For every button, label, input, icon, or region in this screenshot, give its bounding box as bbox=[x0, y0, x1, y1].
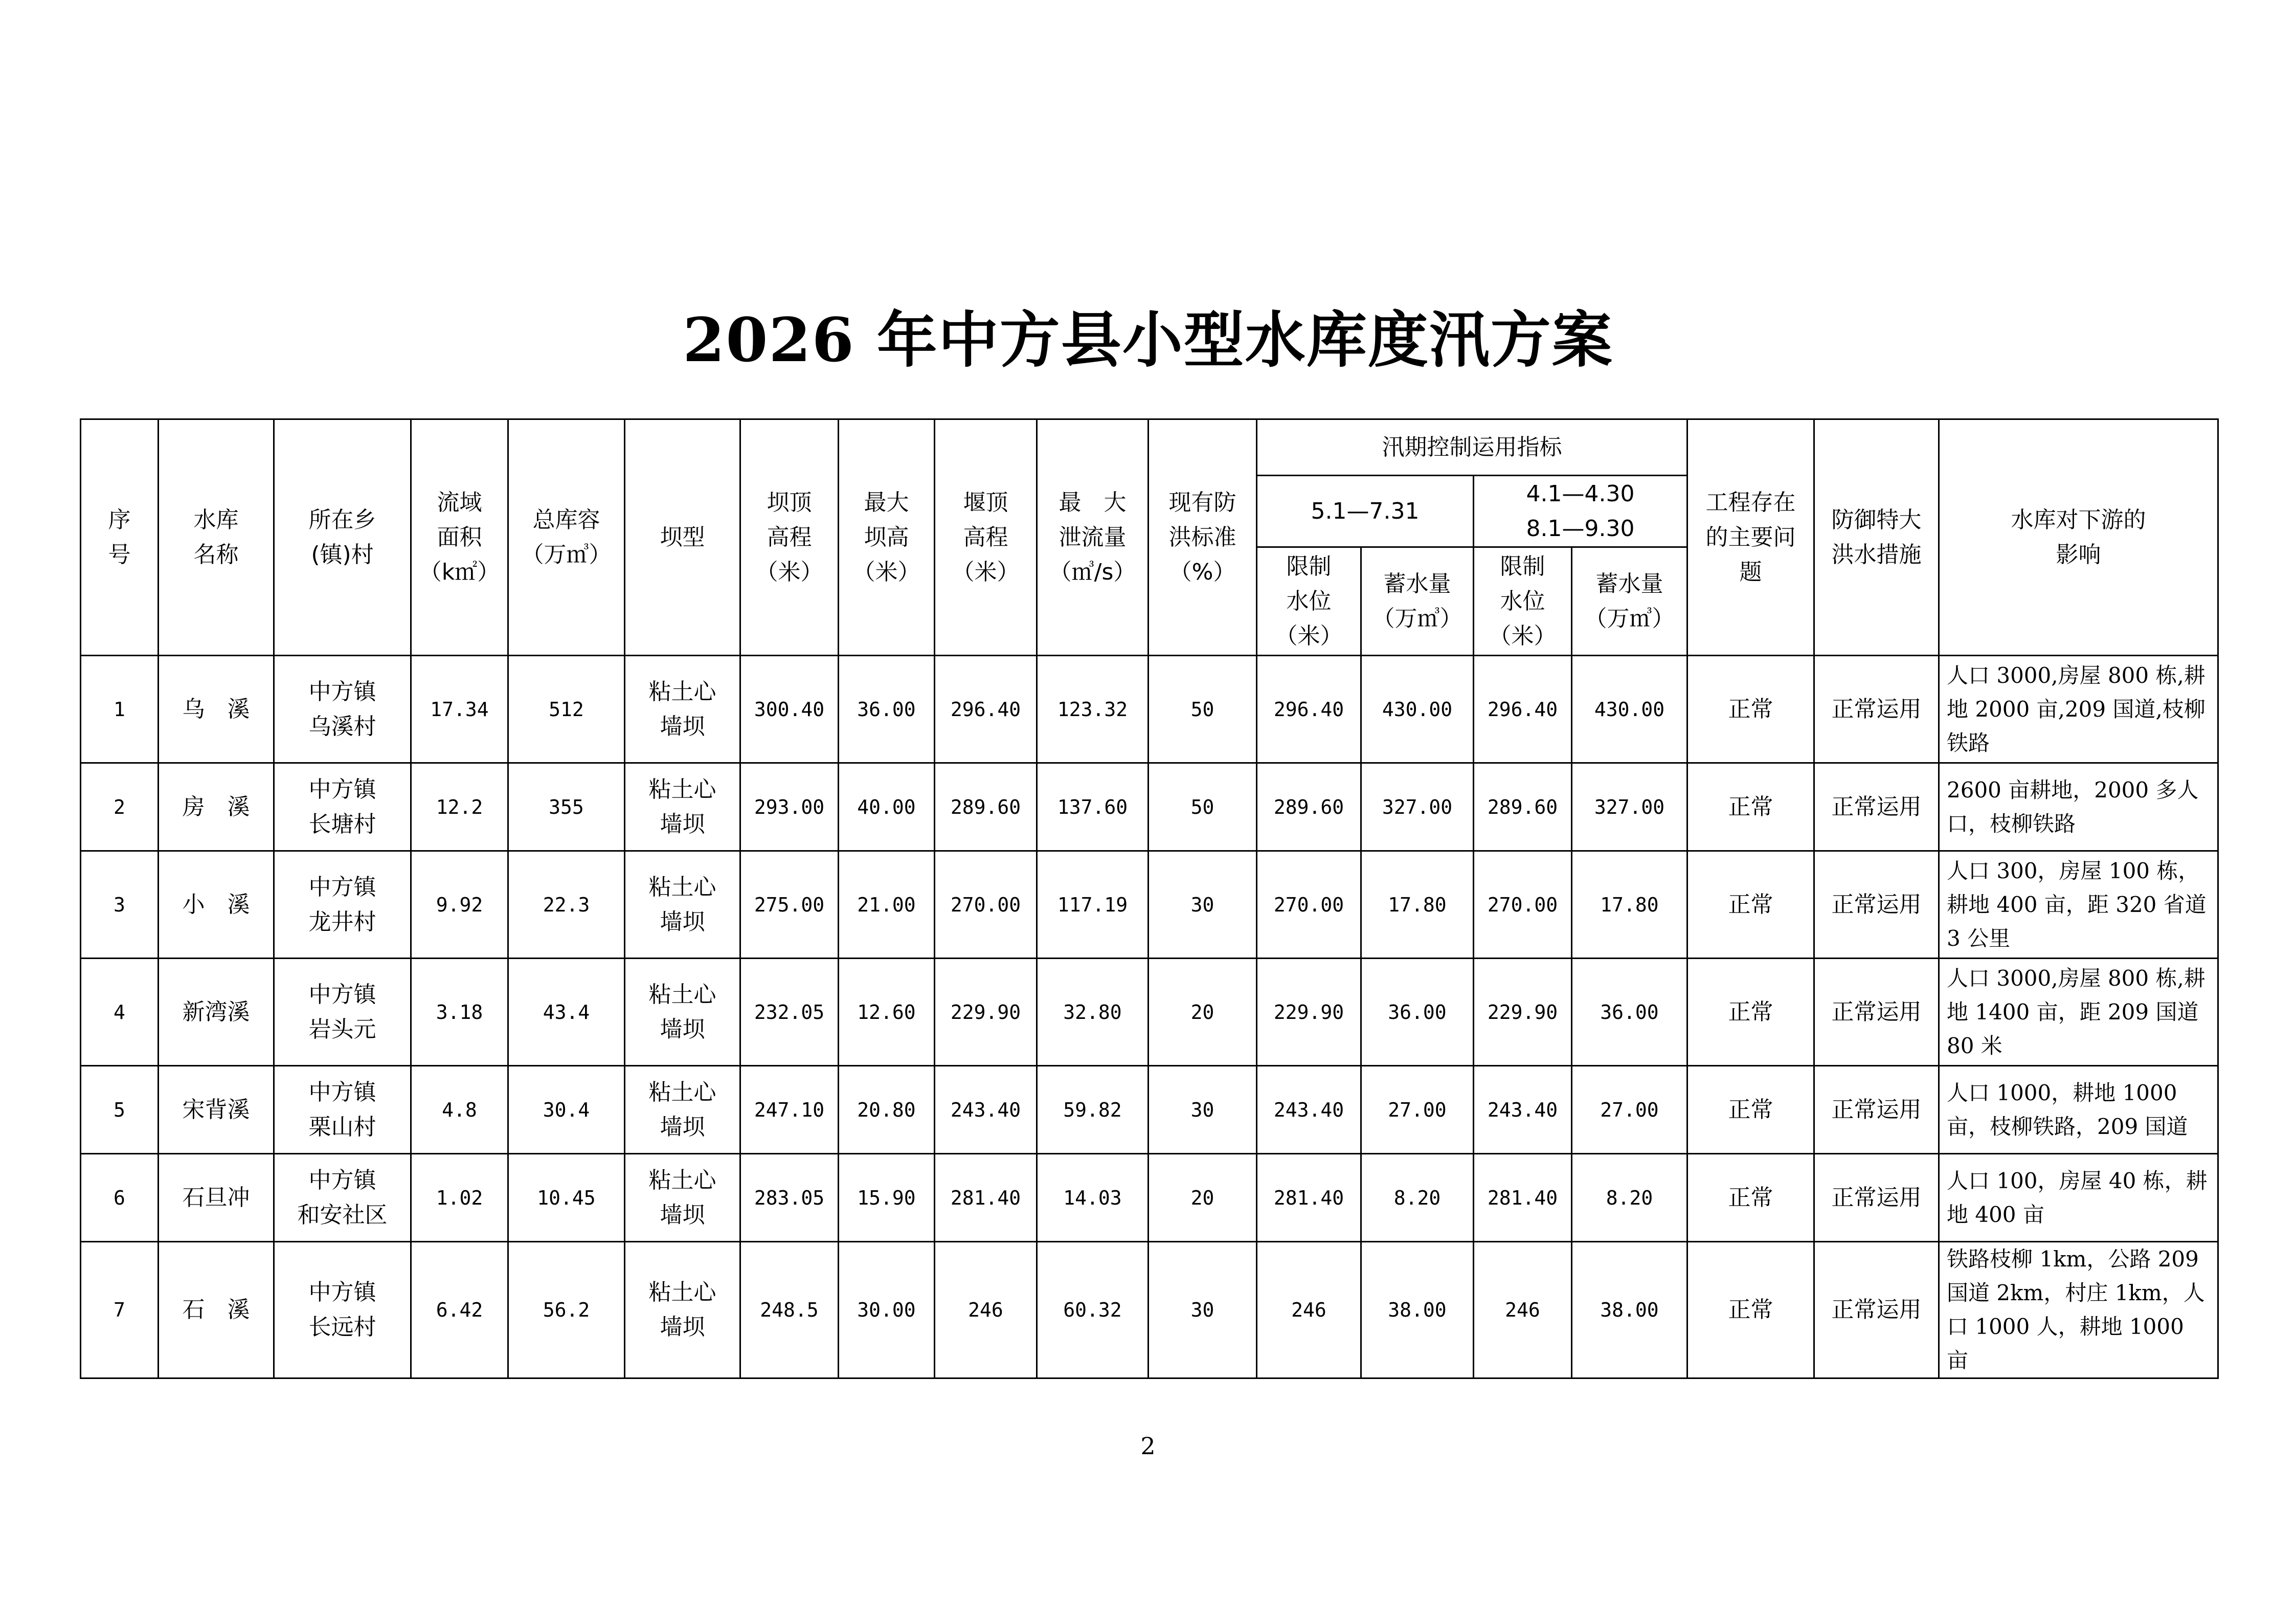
dam-type-cell: 粘土心 墙坝 bbox=[625, 959, 740, 1066]
crest-elevation-cell: 300.40 bbox=[740, 656, 839, 763]
header-seq: 序 号 bbox=[81, 419, 159, 656]
flood-standard-cell: 20 bbox=[1149, 959, 1257, 1066]
downstream-impact-cell: 2600 亩耕地，2000 多人口，枝柳铁路 bbox=[1939, 763, 2218, 851]
header-dam-type: 坝型 bbox=[625, 419, 740, 656]
total-capacity-cell: 43.4 bbox=[508, 959, 625, 1066]
storage-1-cell: 327.00 bbox=[1361, 763, 1474, 851]
header-max-discharge: 最 大 泄流量 （㎥/s） bbox=[1037, 419, 1149, 656]
seq-cell: 5 bbox=[81, 1066, 159, 1154]
basin-area-cell: 4.8 bbox=[411, 1066, 508, 1154]
header-limit-level-2: 限制 水位 （米） bbox=[1474, 547, 1572, 656]
total-capacity-cell: 10.45 bbox=[508, 1154, 625, 1242]
table-row bbox=[81, 1066, 2218, 1154]
problems-cell: 正常 bbox=[1687, 959, 1814, 1066]
measures-cell: 正常运用 bbox=[1814, 1154, 1939, 1242]
max-discharge-cell: 14.03 bbox=[1037, 1154, 1149, 1242]
limit-level-1-cell: 281.40 bbox=[1257, 1154, 1361, 1242]
weir-elevation-cell: 296.40 bbox=[935, 656, 1037, 763]
limit-level-1-cell: 246 bbox=[1257, 1242, 1361, 1378]
seq-cell: 4 bbox=[81, 959, 159, 1066]
header-flood-standard: 现有防 洪标准 （%） bbox=[1149, 419, 1257, 656]
storage-2-cell: 8.20 bbox=[1572, 1154, 1687, 1242]
page-number: 2 bbox=[1140, 1432, 1156, 1460]
reservoir-name-cell: 宋背溪 bbox=[159, 1066, 274, 1154]
header-measures: 防御特大 洪水措施 bbox=[1814, 419, 1939, 656]
flood-standard-cell: 20 bbox=[1149, 1154, 1257, 1242]
basin-area-cell: 17.34 bbox=[411, 656, 508, 763]
max-dam-height-cell: 12.60 bbox=[839, 959, 935, 1066]
limit-level-1-cell: 270.00 bbox=[1257, 851, 1361, 959]
dam-type-cell: 粘土心 墙坝 bbox=[625, 1066, 740, 1154]
storage-1-cell: 36.00 bbox=[1361, 959, 1474, 1066]
seq-cell: 2 bbox=[81, 763, 159, 851]
total-capacity-cell: 56.2 bbox=[508, 1242, 625, 1378]
header-storage-2: 蓄水量 （万㎥） bbox=[1572, 547, 1687, 656]
crest-elevation-cell: 248.5 bbox=[740, 1242, 839, 1378]
problems-cell: 正常 bbox=[1687, 656, 1814, 763]
weir-elevation-cell: 289.60 bbox=[935, 763, 1037, 851]
seq-cell: 7 bbox=[81, 1242, 159, 1378]
header-downstream-impact: 水库对下游的 影响 bbox=[1939, 419, 2218, 656]
table-body bbox=[81, 656, 2218, 1378]
seq-cell: 1 bbox=[81, 656, 159, 763]
max-discharge-cell: 60.32 bbox=[1037, 1242, 1149, 1378]
crest-elevation-cell: 232.05 bbox=[740, 959, 839, 1066]
reservoir-name-cell: 石旦冲 bbox=[159, 1154, 274, 1242]
location-cell: 中方镇 长远村 bbox=[274, 1242, 411, 1378]
location-cell: 中方镇 和安社区 bbox=[274, 1154, 411, 1242]
total-capacity-cell: 355 bbox=[508, 763, 625, 851]
flood-standard-cell: 30 bbox=[1149, 851, 1257, 959]
limit-level-2-cell: 289.60 bbox=[1474, 763, 1572, 851]
limit-level-2-cell: 296.40 bbox=[1474, 656, 1572, 763]
storage-1-cell: 430.00 bbox=[1361, 656, 1474, 763]
total-capacity-cell: 512 bbox=[508, 656, 625, 763]
crest-elevation-cell: 293.00 bbox=[740, 763, 839, 851]
crest-elevation-cell: 283.05 bbox=[740, 1154, 839, 1242]
total-capacity-cell: 30.4 bbox=[508, 1066, 625, 1154]
storage-1-cell: 38.00 bbox=[1361, 1242, 1474, 1378]
header-name: 水库 名称 bbox=[159, 419, 274, 656]
location-cell: 中方镇 栗山村 bbox=[274, 1066, 411, 1154]
basin-area-cell: 3.18 bbox=[411, 959, 508, 1066]
max-dam-height-cell: 20.80 bbox=[839, 1066, 935, 1154]
header-period-1: 5.1—7.31 bbox=[1257, 476, 1474, 547]
max-dam-height-cell: 40.00 bbox=[839, 763, 935, 851]
limit-level-1-cell: 296.40 bbox=[1257, 656, 1361, 763]
location-cell: 中方镇 长塘村 bbox=[274, 763, 411, 851]
table-row bbox=[81, 851, 2218, 959]
dam-type-cell: 粘土心 墙坝 bbox=[625, 656, 740, 763]
header-weir-elevation: 堰顶 高程 （米） bbox=[935, 419, 1037, 656]
dam-type-cell: 粘土心 墙坝 bbox=[625, 1154, 740, 1242]
dam-type-cell: 粘土心 墙坝 bbox=[625, 851, 740, 959]
storage-2-cell: 36.00 bbox=[1572, 959, 1687, 1066]
table-row bbox=[81, 763, 2218, 851]
header-period-2: 4.1—4.30 8.1—9.30 bbox=[1474, 476, 1687, 547]
location-cell: 中方镇 龙井村 bbox=[274, 851, 411, 959]
header-flood-control-group: 汛期控制运用指标 bbox=[1257, 419, 1687, 476]
table-row bbox=[81, 656, 2218, 763]
storage-2-cell: 327.00 bbox=[1572, 763, 1687, 851]
dam-type-cell: 粘土心 墙坝 bbox=[625, 763, 740, 851]
header-problems: 工程存在 的主要问 题 bbox=[1687, 419, 1814, 656]
downstream-impact-cell: 人口 3000,房屋 800 栋,耕地 1400 亩，距 209 国道 80 米 bbox=[1939, 959, 2218, 1066]
max-discharge-cell: 59.82 bbox=[1037, 1066, 1149, 1154]
max-discharge-cell: 123.32 bbox=[1037, 656, 1149, 763]
weir-elevation-cell: 229.90 bbox=[935, 959, 1037, 1066]
reservoir-name-cell: 新湾溪 bbox=[159, 959, 274, 1066]
seq-cell: 3 bbox=[81, 851, 159, 959]
weir-elevation-cell: 246 bbox=[935, 1242, 1037, 1378]
flood-standard-cell: 30 bbox=[1149, 1242, 1257, 1378]
weir-elevation-cell: 243.40 bbox=[935, 1066, 1037, 1154]
limit-level-2-cell: 229.90 bbox=[1474, 959, 1572, 1066]
crest-elevation-cell: 275.00 bbox=[740, 851, 839, 959]
limit-level-1-cell: 243.40 bbox=[1257, 1066, 1361, 1154]
downstream-impact-cell: 人口 100，房屋 40 栋，耕地 400 亩 bbox=[1939, 1154, 2218, 1242]
measures-cell: 正常运用 bbox=[1814, 959, 1939, 1066]
storage-2-cell: 17.80 bbox=[1572, 851, 1687, 959]
basin-area-cell: 9.92 bbox=[411, 851, 508, 959]
max-dam-height-cell: 21.00 bbox=[839, 851, 935, 959]
basin-area-cell: 6.42 bbox=[411, 1242, 508, 1378]
header-total-capacity: 总库容 （万㎥） bbox=[508, 419, 625, 656]
storage-1-cell: 27.00 bbox=[1361, 1066, 1474, 1154]
location-cell: 中方镇 岩头元 bbox=[274, 959, 411, 1066]
flood-standard-cell: 50 bbox=[1149, 656, 1257, 763]
header-storage-1: 蓄水量 （万㎥） bbox=[1361, 547, 1474, 656]
header-basin-area: 流域 面积 （k㎡） bbox=[411, 419, 508, 656]
total-capacity-cell: 22.3 bbox=[508, 851, 625, 959]
storage-2-cell: 430.00 bbox=[1572, 656, 1687, 763]
downstream-impact-cell: 人口 1000，耕地 1000 亩，枝柳铁路，209 国道 bbox=[1939, 1066, 2218, 1154]
limit-level-1-cell: 289.60 bbox=[1257, 763, 1361, 851]
reservoir-name-cell: 小 溪 bbox=[159, 851, 274, 959]
header-max-dam-height: 最大 坝高 （米） bbox=[839, 419, 935, 656]
reservoir-table bbox=[80, 418, 2219, 1379]
limit-level-2-cell: 243.40 bbox=[1474, 1066, 1572, 1154]
table-row bbox=[81, 959, 2218, 1066]
problems-cell: 正常 bbox=[1687, 1066, 1814, 1154]
problems-cell: 正常 bbox=[1687, 763, 1814, 851]
table-row bbox=[81, 1242, 2218, 1378]
basin-area-cell: 1.02 bbox=[411, 1154, 508, 1242]
problems-cell: 正常 bbox=[1687, 851, 1814, 959]
location-cell: 中方镇 乌溪村 bbox=[274, 656, 411, 763]
basin-area-cell: 12.2 bbox=[411, 763, 508, 851]
document-title: 2026 年中方县小型水库度汛方案 bbox=[683, 304, 1613, 375]
measures-cell: 正常运用 bbox=[1814, 763, 1939, 851]
storage-1-cell: 17.80 bbox=[1361, 851, 1474, 959]
reservoir-name-cell: 乌 溪 bbox=[159, 656, 274, 763]
dam-type-cell: 粘土心 墙坝 bbox=[625, 1242, 740, 1378]
downstream-impact-cell: 铁路枝柳 1km，公路 209 国道 2km，村庄 1km，人口 1000 人，耕地 1000 亩 bbox=[1939, 1242, 2218, 1378]
header-crest-elevation: 坝顶 高程 （米） bbox=[740, 419, 839, 656]
max-discharge-cell: 32.80 bbox=[1037, 959, 1149, 1066]
downstream-impact-cell: 人口 300，房屋 100 栋，耕地 400 亩，距 320 省道 3 公里 bbox=[1939, 851, 2218, 959]
max-discharge-cell: 117.19 bbox=[1037, 851, 1149, 959]
max-dam-height-cell: 15.90 bbox=[839, 1154, 935, 1242]
flood-standard-cell: 50 bbox=[1149, 763, 1257, 851]
reservoir-name-cell: 房 溪 bbox=[159, 763, 274, 851]
max-discharge-cell: 137.60 bbox=[1037, 763, 1149, 851]
limit-level-1-cell: 229.90 bbox=[1257, 959, 1361, 1066]
table-row bbox=[81, 1154, 2218, 1242]
weir-elevation-cell: 270.00 bbox=[935, 851, 1037, 959]
header-limit-level-1: 限制 水位 （米） bbox=[1257, 547, 1361, 656]
downstream-impact-cell: 人口 3000,房屋 800 栋,耕地 2000 亩,209 国道,枝柳铁路 bbox=[1939, 656, 2218, 763]
header-location: 所在乡 (镇)村 bbox=[274, 419, 411, 656]
seq-cell: 6 bbox=[81, 1154, 159, 1242]
storage-1-cell: 8.20 bbox=[1361, 1154, 1474, 1242]
limit-level-2-cell: 270.00 bbox=[1474, 851, 1572, 959]
flood-standard-cell: 30 bbox=[1149, 1066, 1257, 1154]
max-dam-height-cell: 36.00 bbox=[839, 656, 935, 763]
crest-elevation-cell: 247.10 bbox=[740, 1066, 839, 1154]
storage-2-cell: 27.00 bbox=[1572, 1066, 1687, 1154]
weir-elevation-cell: 281.40 bbox=[935, 1154, 1037, 1242]
problems-cell: 正常 bbox=[1687, 1154, 1814, 1242]
measures-cell: 正常运用 bbox=[1814, 851, 1939, 959]
measures-cell: 正常运用 bbox=[1814, 656, 1939, 763]
max-dam-height-cell: 30.00 bbox=[839, 1242, 935, 1378]
storage-2-cell: 38.00 bbox=[1572, 1242, 1687, 1378]
limit-level-2-cell: 281.40 bbox=[1474, 1154, 1572, 1242]
limit-level-2-cell: 246 bbox=[1474, 1242, 1572, 1378]
measures-cell: 正常运用 bbox=[1814, 1242, 1939, 1378]
problems-cell: 正常 bbox=[1687, 1242, 1814, 1378]
reservoir-name-cell: 石 溪 bbox=[159, 1242, 274, 1378]
measures-cell: 正常运用 bbox=[1814, 1066, 1939, 1154]
